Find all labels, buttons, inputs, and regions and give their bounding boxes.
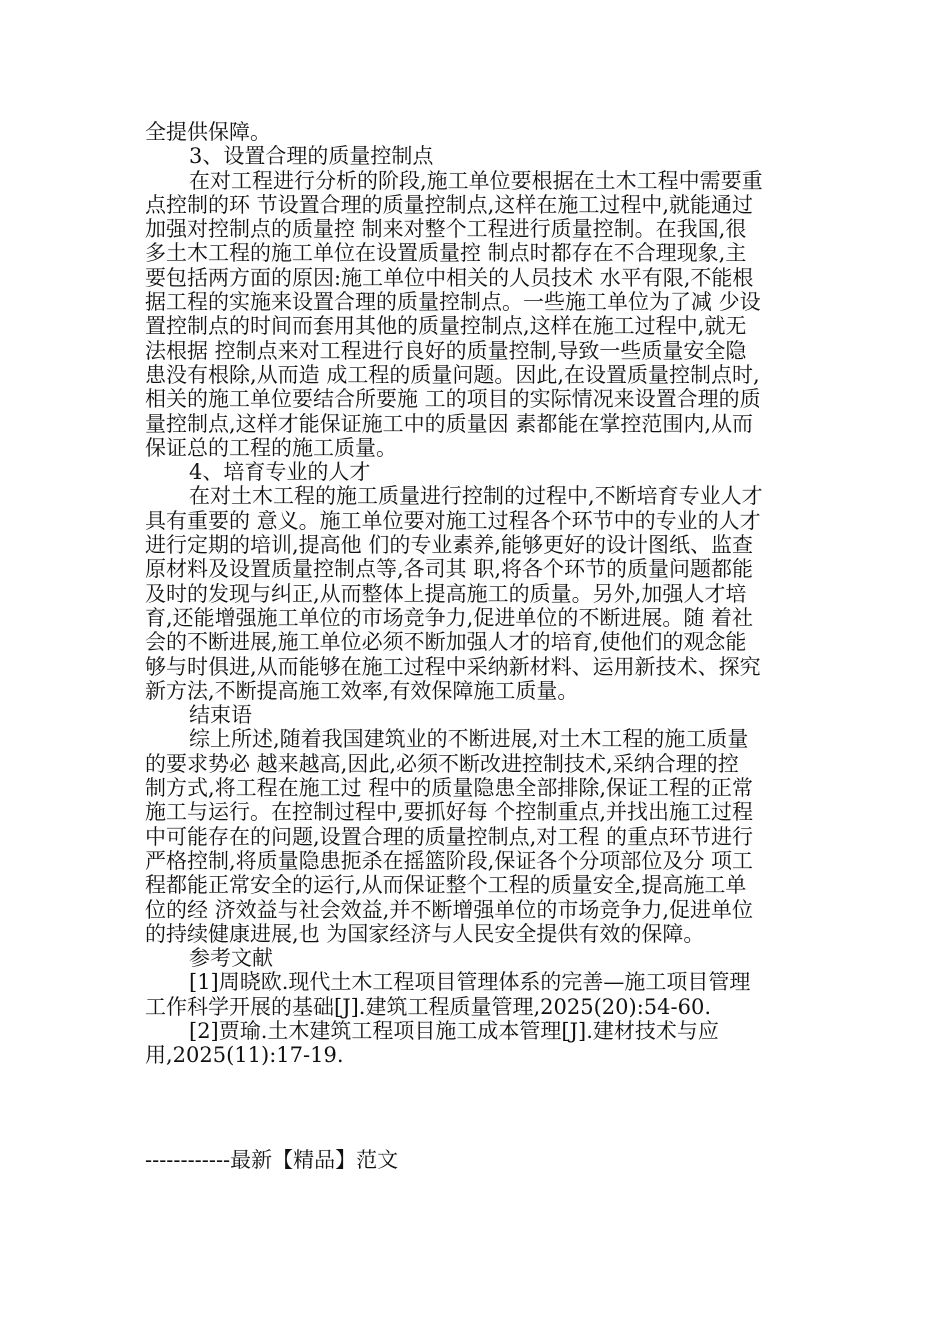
text-line: 3、设置合理的质量控制点 (189, 144, 434, 169)
text-line: 进行定期的培训,提高他 们的专业素养,能够更好的设计图纸、监查 (145, 533, 754, 558)
heading-conclusion (145, 703, 813, 727)
text-line: 在对工程进行分析的阶段,施工单位要根据在土木工程中需要重 (189, 168, 763, 193)
document-body (145, 120, 813, 1068)
text-line: 结束语 (189, 703, 252, 728)
text-line: 会的不断进展,施工单位必须不断加强人才的培育,使他们的观念能 (145, 630, 747, 655)
text-line: 相关的施工单位要结合所要施 工的项目的实际情况来设置合理的质 (145, 387, 761, 412)
text-line: 据工程的实施来设置合理的质量控制点。一些施工单位为了减 少设 (145, 290, 761, 315)
text-line: 法根据 控制点来对工程进行良好的质量控制,导致一些质量安全隐 (145, 338, 747, 363)
para-prev-end (145, 120, 813, 144)
para-4 (145, 484, 813, 703)
text-line: 程都能正常安全的运行,从而保证整个工程的质量安全,提高施工单 (145, 873, 747, 898)
text-line: 施工与运行。在控制过程中,要抓好每 个控制重点,并找出施工过程 (145, 800, 754, 825)
footer-watermark-text: ------------最新【精品】范文 (145, 1148, 399, 1172)
text-line: 原材料及设置质量控制点等,各司其 职,将各个环节的质量问题都能 (145, 557, 754, 582)
heading-4 (145, 460, 813, 484)
text-line: [1]周晓欧.现代土木工程项目管理体系的完善—施工项目管理 (189, 970, 751, 995)
text-line: 新方法,不断提高施工效率,有效保障施工质量。 (145, 678, 579, 703)
text-line: 要包括两方面的原因:施工单位中相关的人员技术 水平有限,不能根 (145, 265, 754, 290)
para-conclusion (145, 727, 813, 946)
text-line: 全提供保障。 (145, 120, 271, 144)
text-line: 育,还能增强施工单位的市场竞争力,促进单位的不断进展。随 着社 (145, 605, 754, 630)
text-line: 综上所述,随着我国建筑业的不断进展,对土木工程的施工质量 (189, 727, 749, 752)
ref-1 (145, 970, 813, 1019)
text-line: 患没有根除,从而造 成工程的质量问题。因此,在设置质量控制点时, (145, 362, 760, 387)
text-line: 具有重要的 意义。施工单位要对施工过程各个环节中的专业的人才 (145, 508, 761, 533)
text-line: 加强对控制点的质量控 制来对整个工程进行质量控制。在我国,很 (145, 217, 747, 242)
text-line: 够与时俱进,从而能够在施工过程中采纳新材料、运用新技术、探究 (145, 654, 761, 679)
text-line: 用,2025(11):17-19. (145, 1043, 344, 1068)
text-line: 置控制点的时间而套用其他的质量控制点,这样在施工过程中,就无 (145, 314, 747, 339)
text-line: 参考文献 (189, 946, 273, 971)
ref-2 (145, 1019, 813, 1068)
para-3 (145, 169, 813, 461)
text-line: 制方式,将工程在施工过 程中的质量隐患全部排除,保证工程的正常 (145, 776, 754, 801)
text-line: 工作科学开展的基础[J].建筑工程质量管理,2025(20):54-60. (145, 994, 711, 1019)
heading-references (145, 946, 813, 970)
text-line: 保证总的工程的施工质量。 (145, 435, 397, 460)
text-line: 的持续健康进展,也 为国家经济与人民安全提供有效的保障。 (145, 921, 705, 946)
text-line: 4、培育专业的人才 (189, 460, 371, 485)
text-line: 及时的发现与纠正,从而整体上提高施工的质量。另外,加强人才培 (145, 581, 747, 606)
text-line: 位的经 济效益与社会效益,并不断增强单位的市场竞争力,促进单位 (145, 897, 754, 922)
text-line: [2]贾瑜.土木建筑工程项目施工成本管理[J].建材技术与应 (189, 1018, 719, 1043)
text-line: 在对土木工程的施工质量进行控制的过程中,不断培育专业人才 (189, 484, 763, 509)
text-line: 多土木工程的施工单位在设置质量控 制点时都存在不合理现象,主 (145, 241, 747, 266)
text-line: 点控制的环 节设置合理的质量控制点,这样在施工过程中,就能通过 (145, 192, 754, 217)
text-line: 严格控制,将质量隐患扼杀在摇篮阶段,保证各个分项部位及分 项工 (145, 848, 754, 873)
text-line: 量控制点,这样才能保证施工中的质量因 素都能在掌控范围内,从而 (145, 411, 754, 436)
text-line: 中可能存在的问题,设置合理的质量控制点,对工程 的重点环节进行 (145, 824, 754, 849)
text-line: 的要求势必 越来越高,因此,必须不断改进控制技术,采纳合理的控 (145, 751, 739, 776)
heading-3 (145, 144, 813, 168)
